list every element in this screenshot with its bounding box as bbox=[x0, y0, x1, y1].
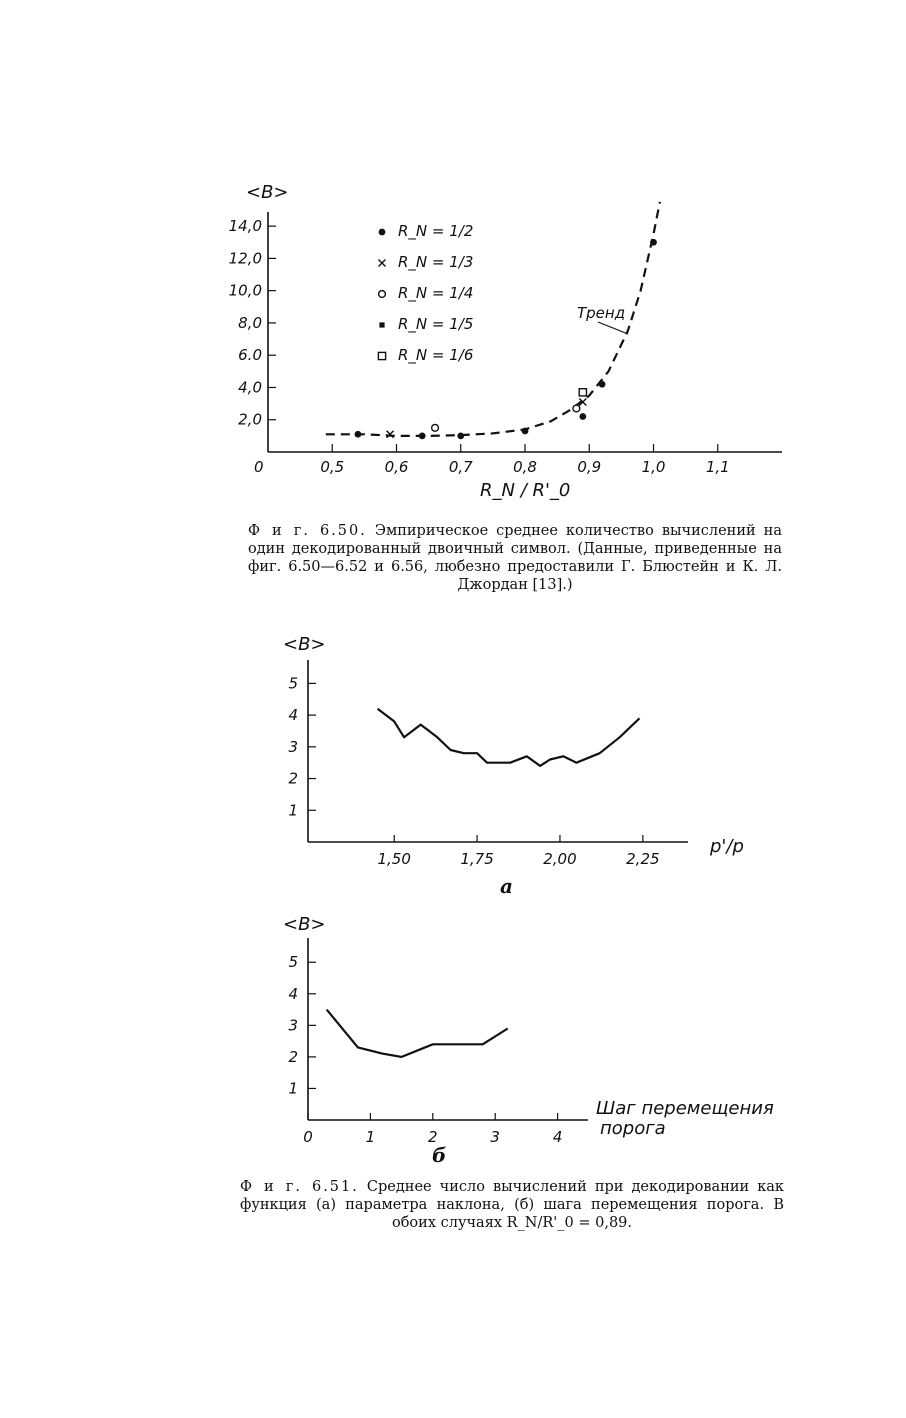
y-tick-label: 12,0 bbox=[228, 249, 262, 268]
filled-circle-marker bbox=[599, 381, 606, 388]
legend-entry: R_N = 1/5 bbox=[398, 315, 474, 333]
cross-marker bbox=[379, 260, 386, 267]
caption-number: Ф и г. 6.51. bbox=[240, 1179, 359, 1195]
y-tick-label: 1 bbox=[288, 1079, 298, 1098]
x-tick-label: 3 bbox=[490, 1128, 500, 1146]
y-axis-label-b: <B> bbox=[283, 914, 326, 935]
x-axis-label-line: Шаг перемещения bbox=[596, 1098, 774, 1119]
y-tick-label: 5 bbox=[288, 953, 298, 972]
x-tick-label: 1,50 bbox=[377, 850, 411, 868]
legend bbox=[378, 222, 473, 365]
cross-marker bbox=[387, 431, 394, 438]
x-tick-label: 0,7 bbox=[448, 458, 473, 476]
y-tick-label: 3 bbox=[288, 737, 298, 756]
y-tick-label: 2,0 bbox=[238, 410, 262, 429]
caption-number: Ф и г. 6.50. bbox=[248, 523, 367, 539]
x-origin-label: 0 bbox=[254, 458, 264, 476]
caption-fig-6-50 bbox=[248, 522, 782, 594]
y-axis-label-a: <B> bbox=[283, 634, 326, 655]
filled-circle-marker bbox=[579, 413, 586, 420]
x-tick-label: 0,9 bbox=[577, 458, 602, 476]
y-tick-label: 4,0 bbox=[238, 378, 262, 397]
open-square-marker bbox=[579, 389, 586, 396]
x-tick-label: 1 bbox=[365, 1128, 376, 1146]
y-tick-label: 5 bbox=[288, 674, 298, 693]
legend-entry: R_N = 1/3 bbox=[398, 253, 474, 271]
x-tick-label: 0 bbox=[303, 1128, 313, 1146]
y-tick-label: 2 bbox=[288, 769, 298, 788]
y-tick-label: 14,0 bbox=[228, 217, 262, 236]
filled-circle-marker bbox=[355, 431, 362, 438]
open-square-marker bbox=[378, 352, 385, 359]
filled-circle-marker bbox=[522, 428, 529, 435]
panel-label-b: б bbox=[432, 1143, 447, 1167]
y-tick-label: 3 bbox=[288, 1016, 298, 1035]
x-axis-label: R_N / R'_0 bbox=[480, 480, 571, 501]
x-tick-label: 0,8 bbox=[513, 458, 537, 476]
caption-text: Среднее число вычислений при декодировании как функция (а) параметра наклона, (б) шага перемещения порога. В обоих случаях R_N/R'_0 = 0,89. bbox=[240, 1179, 784, 1231]
x-axis-label-line: порога bbox=[600, 1118, 666, 1139]
y-tick-label: 8,0 bbox=[238, 313, 262, 332]
x-tick-label: 1,75 bbox=[460, 850, 494, 868]
y-tick-label: 2 bbox=[288, 1047, 298, 1066]
caption-text: Эмпирическое среднее количество вычислений на один декодированный двоичный символ. (Данные, приведенные на фиг. 6.50—6.52 и 6.56, любезно предоставили Г. Блюстейн и К. Л. Джордан [13].) bbox=[248, 523, 782, 593]
filled-circle-marker bbox=[457, 432, 464, 439]
filled-square-marker bbox=[379, 322, 384, 327]
chart-fig-6-50 bbox=[0, 0, 906, 520]
x-tick-label: 1,1 bbox=[705, 458, 730, 476]
caption-fig-6-51 bbox=[240, 1178, 784, 1232]
x-axis-label-b bbox=[596, 1098, 774, 1139]
y-tick-label: 1 bbox=[288, 801, 298, 820]
y-tick-label: 10,0 bbox=[228, 281, 262, 300]
x-tick-label: 2 bbox=[428, 1128, 438, 1146]
open-circle-marker bbox=[432, 424, 439, 431]
filled-circle-marker bbox=[419, 432, 426, 439]
x-tick-label: 2,00 bbox=[543, 850, 577, 868]
x-tick-label: 2,25 bbox=[626, 850, 660, 868]
x-tick-label: 1,0 bbox=[641, 458, 666, 476]
x-tick-label: 0,6 bbox=[384, 458, 409, 476]
y-tick-label: 6.0 bbox=[238, 346, 262, 365]
open-circle-marker bbox=[379, 291, 386, 298]
x-tick-label: 4 bbox=[552, 1128, 563, 1146]
series-line-b bbox=[327, 1010, 508, 1057]
filled-circle-marker bbox=[650, 239, 657, 246]
x-axis-label-a: p'/p bbox=[710, 836, 744, 857]
series-line-a bbox=[378, 709, 640, 766]
legend-entry: R_N = 1/6 bbox=[398, 346, 474, 364]
y-axis-label: <B> bbox=[246, 182, 289, 203]
panel-label-a: а bbox=[500, 874, 513, 898]
legend-entry: R_N = 1/4 bbox=[398, 284, 474, 302]
filled-circle-marker bbox=[379, 229, 386, 236]
trend-label: Тренд bbox=[577, 304, 626, 322]
x-tick-label: 0,5 bbox=[320, 458, 345, 476]
trend-label-leader bbox=[598, 322, 628, 334]
open-circle-marker bbox=[573, 405, 580, 412]
y-tick-label: 4 bbox=[288, 706, 298, 725]
y-tick-label: 4 bbox=[288, 984, 298, 1003]
legend-entry: R_N = 1/2 bbox=[398, 222, 474, 240]
